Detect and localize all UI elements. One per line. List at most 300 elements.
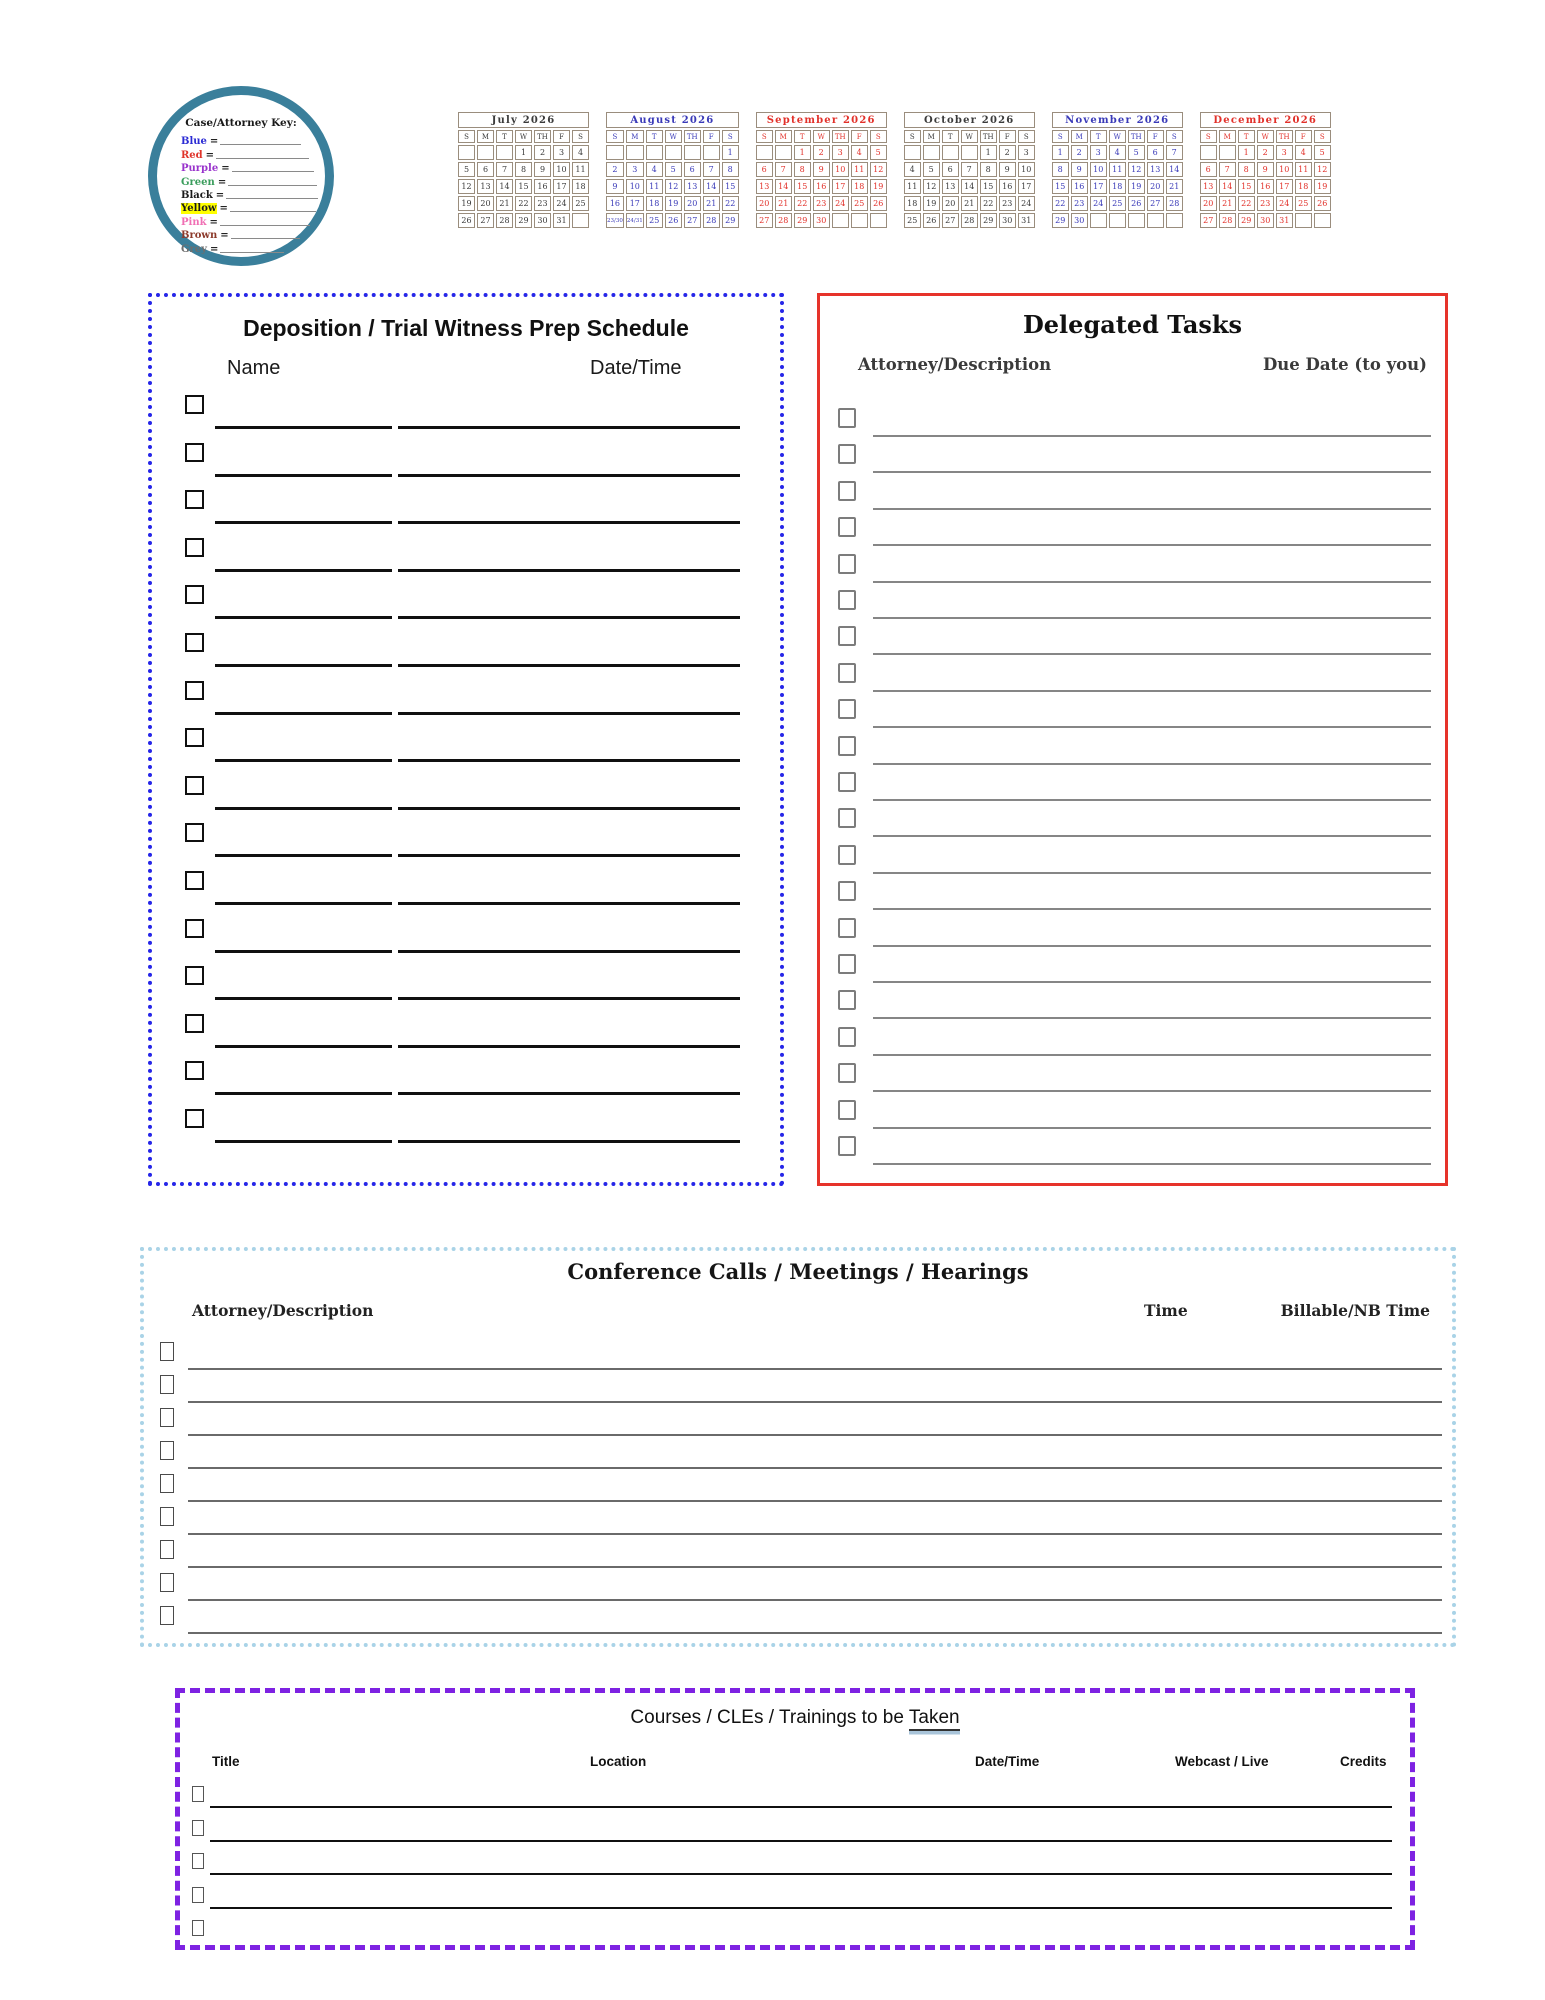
- month-calendar: [1050, 110, 1185, 230]
- conference-time-header: Time: [1144, 1301, 1188, 1320]
- write-in-line: [873, 835, 1431, 837]
- calendar-day-cell: 22: [722, 196, 739, 211]
- calendar-day-cell: 2: [534, 145, 551, 160]
- calendar-day-cell: 16: [606, 196, 624, 211]
- checkbox[interactable]: [160, 1342, 174, 1361]
- conference-attorney-header: Attorney/Description: [192, 1301, 374, 1320]
- equals-sign: =: [220, 230, 229, 242]
- write-in-line: [220, 252, 284, 253]
- calendar-day-cell: 3: [626, 162, 644, 177]
- calendar-day-header: T: [496, 130, 513, 143]
- calendar-day-cell: [904, 145, 921, 160]
- calendar-day-cell: 26: [1314, 196, 1331, 211]
- calendar-day-cell: 19: [870, 179, 887, 194]
- calendar-day-cell: 28: [961, 213, 978, 228]
- calendar-day-cell: [775, 145, 792, 160]
- deposition-section: [148, 293, 784, 1186]
- calendar-day-cell: 31: [1018, 213, 1035, 228]
- checkbox[interactable]: [838, 517, 856, 537]
- equals-sign: =: [205, 149, 215, 161]
- calendar-day-cell: 3: [832, 145, 849, 160]
- write-in-line: [873, 544, 1431, 546]
- calendar-day-cell: 16: [1071, 179, 1088, 194]
- calendar-day-cell: 7: [775, 162, 792, 177]
- write-in-line: [215, 759, 392, 762]
- calendar-day-header: W: [961, 130, 978, 143]
- checkbox[interactable]: [838, 663, 856, 683]
- calendar-day-cell: [626, 145, 644, 160]
- write-in-line: [398, 426, 740, 429]
- delegated-row: [820, 517, 1445, 557]
- calendar-day-cell: 1: [1238, 145, 1255, 160]
- calendar-day-cell: 12: [1128, 162, 1145, 177]
- calendar-day-cell: 11: [904, 179, 921, 194]
- calendar-day-cell: 11: [646, 179, 663, 194]
- deposition-row: [152, 443, 780, 483]
- checkbox[interactable]: [838, 990, 856, 1010]
- checkbox[interactable]: [838, 444, 856, 464]
- calendar-day-cell: [923, 145, 940, 160]
- calendar-day-header: S: [756, 130, 773, 143]
- calendar-day-cell: [458, 145, 475, 160]
- calendar-day-header: TH: [684, 130, 701, 143]
- calendar-day-cell: 24: [1018, 196, 1035, 211]
- calendar-day-header: F: [703, 130, 720, 143]
- checkbox[interactable]: [185, 633, 204, 652]
- calendar-day-cell: 25: [904, 213, 921, 228]
- calendar-day-cell: 26: [458, 213, 475, 228]
- calendar-day-cell: 19: [923, 196, 940, 211]
- calendar-day-header: W: [1109, 130, 1126, 143]
- checkbox[interactable]: [185, 871, 204, 890]
- checkbox[interactable]: [838, 626, 856, 646]
- checkbox[interactable]: [160, 1606, 174, 1625]
- calendar-month-title: July 2026: [458, 112, 589, 128]
- calendar-day-cell: [832, 213, 849, 228]
- checkbox[interactable]: [160, 1408, 174, 1427]
- calendar-day-cell: 31: [553, 213, 570, 228]
- calendar-day-header: S: [606, 130, 624, 143]
- write-in-line: [215, 950, 392, 953]
- conference-row: [144, 1606, 1452, 1646]
- delegated-duedate-header: Due Date (to you): [1263, 355, 1427, 374]
- write-in-line: [215, 521, 392, 524]
- calendar-day-header: S: [458, 130, 475, 143]
- checkbox[interactable]: [185, 538, 204, 557]
- calendar-day-cell: 5: [1314, 145, 1331, 160]
- calendar-day-header: S: [1018, 130, 1035, 143]
- checkbox[interactable]: [160, 1540, 174, 1559]
- calendar-day-cell: 11: [1109, 162, 1126, 177]
- checkbox[interactable]: [192, 1853, 204, 1869]
- calendar-day-cell: 17: [832, 179, 849, 194]
- calendar-day-cell: 23: [1071, 196, 1088, 211]
- calendar-day-cell: 17: [626, 196, 644, 211]
- calendar-day-cell: [1295, 213, 1312, 228]
- checkbox[interactable]: [838, 590, 856, 610]
- deposition-row: [152, 395, 780, 435]
- write-in-line: [232, 171, 314, 172]
- delegated-tasks-section: [817, 293, 1448, 1186]
- calendar-day-cell: 9: [1257, 162, 1274, 177]
- write-in-line: [873, 799, 1431, 801]
- checkbox[interactable]: [838, 881, 856, 901]
- write-in-line: [398, 521, 740, 524]
- calendar-day-cell: [703, 145, 720, 160]
- calendar-day-header: T: [1090, 130, 1107, 143]
- calendar-day-cell: 19: [665, 196, 682, 211]
- checkbox[interactable]: [192, 1786, 204, 1802]
- calendar-day-header: T: [1238, 130, 1255, 143]
- key-item: [181, 241, 284, 254]
- write-in-line: [210, 1840, 1392, 1842]
- write-in-line: [215, 854, 392, 857]
- checkbox[interactable]: [838, 408, 856, 428]
- write-in-line: [210, 1873, 1392, 1875]
- checkbox[interactable]: [160, 1441, 174, 1460]
- calendar-day-cell: 29: [515, 213, 532, 228]
- write-in-line: [188, 1368, 1442, 1370]
- calendar-day-cell: 15: [794, 179, 811, 194]
- checkbox[interactable]: [185, 1014, 204, 1033]
- checkbox[interactable]: [838, 954, 856, 974]
- checkbox[interactable]: [838, 1100, 856, 1120]
- write-in-line: [398, 950, 740, 953]
- checkbox[interactable]: [838, 699, 856, 719]
- write-in-line: [398, 616, 740, 619]
- key-color-label: Grey: [181, 243, 207, 255]
- write-in-line: [873, 945, 1431, 947]
- calendar-day-cell: 9: [606, 179, 624, 194]
- month-calendar: [604, 110, 741, 230]
- calendar-day-cell: 30: [999, 213, 1016, 228]
- calendar-day-header: F: [1147, 130, 1164, 143]
- calendar-day-cell: 23: [1257, 196, 1274, 211]
- calendar-day-cell: [1314, 213, 1331, 228]
- delegated-row: [820, 444, 1445, 484]
- checkbox[interactable]: [185, 443, 204, 462]
- calendar-day-cell: 17: [553, 179, 570, 194]
- write-in-line: [188, 1500, 1442, 1502]
- calendar-day-cell: 28: [775, 213, 792, 228]
- calendar-day-header: S: [1314, 130, 1331, 143]
- write-in-line: [398, 1140, 740, 1143]
- write-in-line: [215, 664, 392, 667]
- checkbox[interactable]: [185, 823, 204, 842]
- write-in-line: [230, 211, 316, 212]
- calendar-day-cell: 12: [458, 179, 475, 194]
- calendar-day-cell: 6: [684, 162, 701, 177]
- calendar-day-header: T: [646, 130, 663, 143]
- calendar-month-title: September 2026: [756, 112, 887, 128]
- calendar-day-cell: 4: [851, 145, 868, 160]
- write-in-line: [873, 508, 1431, 510]
- write-in-line: [228, 185, 317, 186]
- calendar-day-cell: 7: [1219, 162, 1236, 177]
- key-item: [181, 228, 300, 241]
- calendar-day-header: W: [515, 130, 532, 143]
- calendar-day-cell: 14: [1219, 179, 1236, 194]
- write-in-line: [398, 664, 740, 667]
- calendar-day-header: M: [1219, 130, 1236, 143]
- calendar-day-cell: 17: [1276, 179, 1293, 194]
- checkbox[interactable]: [838, 845, 856, 865]
- case-attorney-key-circle: [148, 86, 334, 266]
- calendar-day-cell: 24/31: [626, 213, 644, 228]
- calendar-month-title: November 2026: [1052, 112, 1183, 128]
- calendar-day-header: S: [870, 130, 887, 143]
- calendar-month-title: October 2026: [904, 112, 1035, 128]
- delegated-row: [820, 1027, 1445, 1067]
- calendar-day-cell: 28: [1219, 213, 1236, 228]
- calendar-day-cell: 27: [1200, 213, 1217, 228]
- deposition-row: [152, 776, 780, 816]
- write-in-line: [398, 902, 740, 905]
- key-color-label: Red: [181, 149, 203, 161]
- calendar-day-cell: 4: [646, 162, 663, 177]
- write-in-line: [215, 1092, 392, 1095]
- calendar-day-cell: 4: [904, 162, 921, 177]
- delegated-title: Delegated Tasks: [1022, 310, 1243, 339]
- deposition-title: Deposition / Trial Witness Prep Schedule: [243, 315, 689, 341]
- delegated-row: [820, 626, 1445, 666]
- calendar-day-cell: 3: [1276, 145, 1293, 160]
- write-in-line: [215, 616, 392, 619]
- calendar-day-cell: 21: [1219, 196, 1236, 211]
- delegated-row: [820, 1100, 1445, 1140]
- write-in-line: [398, 569, 740, 572]
- calendar-day-cell: 23: [534, 196, 551, 211]
- checkbox[interactable]: [185, 395, 204, 414]
- write-in-line: [873, 471, 1431, 473]
- calendar-day-cell: 12: [1314, 162, 1331, 177]
- write-in-line: [398, 807, 740, 810]
- calendar-day-cell: 11: [851, 162, 868, 177]
- calendar-day-cell: 24: [553, 196, 570, 211]
- calendar-day-cell: 11: [1295, 162, 1312, 177]
- checkbox[interactable]: [185, 966, 204, 985]
- deposition-row: [152, 871, 780, 911]
- calendar-day-cell: 26: [870, 196, 887, 211]
- write-in-line: [216, 158, 309, 159]
- calendar-day-cell: 30: [1071, 213, 1088, 228]
- calendar-day-cell: 28: [1166, 196, 1183, 211]
- checkbox[interactable]: [838, 772, 856, 792]
- write-in-line: [873, 1054, 1431, 1056]
- calendar-day-cell: 10: [553, 162, 570, 177]
- calendar-day-header: F: [1295, 130, 1312, 143]
- calendar-day-cell: [1219, 145, 1236, 160]
- calendar-day-cell: 10: [626, 179, 644, 194]
- checkbox[interactable]: [838, 736, 856, 756]
- checkbox[interactable]: [160, 1474, 174, 1493]
- courses-title: [180, 1707, 1410, 1729]
- calendar-day-header: W: [1257, 130, 1274, 143]
- calendar-day-cell: 5: [458, 162, 475, 177]
- checkbox[interactable]: [185, 728, 204, 747]
- key-item: [181, 174, 317, 187]
- key-item: [181, 161, 314, 174]
- write-in-line: [873, 690, 1431, 692]
- calendar-day-header: T: [794, 130, 811, 143]
- deposition-row: [152, 538, 780, 578]
- checkbox[interactable]: [192, 1920, 204, 1936]
- checkbox[interactable]: [192, 1820, 204, 1836]
- calendar-day-cell: 30: [1257, 213, 1274, 228]
- calendar-day-cell: 5: [1128, 145, 1145, 160]
- write-in-line: [215, 1140, 392, 1143]
- equals-sign: =: [209, 216, 218, 228]
- calendar-day-cell: 10: [1276, 162, 1293, 177]
- calendar-day-cell: 18: [646, 196, 663, 211]
- courses-column-header: Credits: [1340, 1754, 1387, 1769]
- calendar-day-cell: 12: [923, 179, 940, 194]
- checkbox[interactable]: [185, 1109, 204, 1128]
- calendar-day-cell: [572, 213, 589, 228]
- courses-column-header: Location: [590, 1754, 647, 1769]
- delegated-row: [820, 954, 1445, 994]
- checkbox[interactable]: [185, 1061, 204, 1080]
- write-in-line: [210, 1806, 1392, 1808]
- calendar-day-cell: 18: [1109, 179, 1126, 194]
- key-item: [181, 214, 310, 227]
- checkbox[interactable]: [192, 1887, 204, 1903]
- delegated-row: [820, 918, 1445, 958]
- calendar-day-cell: [1147, 213, 1164, 228]
- calendar-day-cell: 15: [980, 179, 997, 194]
- calendar-day-cell: 27: [756, 213, 773, 228]
- calendar-day-cell: 29: [1238, 213, 1255, 228]
- courses-section: [175, 1688, 1415, 1950]
- equals-sign: =: [221, 163, 230, 175]
- equals-sign: =: [217, 176, 227, 188]
- calendar-day-cell: 5: [870, 145, 887, 160]
- course-row: [180, 1920, 1410, 1960]
- write-in-line: [873, 872, 1431, 874]
- calendar-day-cell: 16: [1257, 179, 1274, 194]
- checkbox[interactable]: [838, 808, 856, 828]
- calendar-day-header: S: [1166, 130, 1183, 143]
- calendar-day-cell: 8: [515, 162, 532, 177]
- calendar-day-cell: 14: [961, 179, 978, 194]
- calendar-day-cell: 10: [832, 162, 849, 177]
- calendar-day-cell: 8: [980, 162, 997, 177]
- equals-sign: =: [209, 243, 219, 255]
- calendar-day-cell: 8: [1238, 162, 1255, 177]
- courses-column-header: Webcast / Live: [1175, 1754, 1269, 1769]
- calendar-day-cell: 22: [980, 196, 997, 211]
- deposition-row: [152, 490, 780, 530]
- checkbox[interactable]: [838, 554, 856, 574]
- calendar-day-cell: 14: [775, 179, 792, 194]
- delegated-row: [820, 1136, 1445, 1176]
- calendar-day-cell: 1: [794, 145, 811, 160]
- calendar-day-cell: 26: [665, 213, 682, 228]
- calendar-day-cell: 8: [722, 162, 739, 177]
- delegated-row: [820, 699, 1445, 739]
- write-in-line: [873, 435, 1431, 437]
- deposition-datetime-header: Date/Time: [590, 357, 682, 379]
- checkbox[interactable]: [838, 481, 856, 501]
- checkbox[interactable]: [160, 1507, 174, 1526]
- write-in-line: [873, 908, 1431, 910]
- calendar-month-title: August 2026: [606, 112, 739, 128]
- calendar-day-cell: 5: [665, 162, 682, 177]
- write-in-line: [215, 1045, 392, 1048]
- deposition-row: [152, 1014, 780, 1054]
- calendar-day-cell: 21: [775, 196, 792, 211]
- checkbox[interactable]: [838, 1063, 856, 1083]
- calendar-day-cell: 25: [851, 196, 868, 211]
- calendar-day-cell: 26: [1128, 196, 1145, 211]
- write-in-line: [873, 581, 1431, 583]
- write-in-line: [220, 144, 301, 145]
- calendar-day-cell: 24: [832, 196, 849, 211]
- checkbox[interactable]: [185, 919, 204, 938]
- calendar-day-header: F: [851, 130, 868, 143]
- calendar-day-cell: 13: [942, 179, 959, 194]
- key-item: [181, 147, 309, 160]
- deposition-row: [152, 919, 780, 959]
- calendar-day-header: S: [904, 130, 921, 143]
- calendar-day-cell: 12: [870, 162, 887, 177]
- write-in-line: [188, 1401, 1442, 1403]
- write-in-line: [398, 712, 740, 715]
- delegated-row: [820, 881, 1445, 921]
- checkbox[interactable]: [185, 776, 204, 795]
- calendar-day-cell: 1: [1052, 145, 1069, 160]
- calendar-day-cell: [870, 213, 887, 228]
- calendar-day-header: TH: [980, 130, 997, 143]
- calendar-day-cell: 13: [1200, 179, 1217, 194]
- key-color-label: Blue: [181, 136, 207, 148]
- checkbox[interactable]: [160, 1573, 174, 1592]
- checkbox[interactable]: [838, 1136, 856, 1156]
- checkbox[interactable]: [838, 1027, 856, 1047]
- checkbox[interactable]: [160, 1375, 174, 1394]
- calendar-day-cell: 24: [1090, 196, 1107, 211]
- calendar-day-cell: 25: [1109, 196, 1126, 211]
- calendar-day-cell: 30: [813, 213, 830, 228]
- deposition-row: [152, 681, 780, 721]
- checkbox[interactable]: [185, 681, 204, 700]
- calendar-day-cell: 1: [515, 145, 532, 160]
- calendar-day-cell: 6: [477, 162, 494, 177]
- calendar-day-header: TH: [1276, 130, 1293, 143]
- calendar-day-header: TH: [1128, 130, 1145, 143]
- calendar-day-cell: 14: [496, 179, 513, 194]
- calendar-day-cell: 21: [961, 196, 978, 211]
- key-color-label: Black: [181, 189, 213, 201]
- delegated-row: [820, 808, 1445, 848]
- calendar-day-cell: 28: [703, 213, 720, 228]
- calendar-day-cell: 11: [572, 162, 589, 177]
- write-in-line: [398, 1045, 740, 1048]
- calendar-day-cell: 3: [553, 145, 570, 160]
- checkbox[interactable]: [185, 585, 204, 604]
- calendar-day-cell: 7: [496, 162, 513, 177]
- write-in-line: [873, 617, 1431, 619]
- calendar-day-cell: 20: [756, 196, 773, 211]
- checkbox[interactable]: [185, 490, 204, 509]
- deposition-row: [152, 633, 780, 673]
- calendar-day-cell: 6: [1147, 145, 1164, 160]
- checkbox[interactable]: [838, 918, 856, 938]
- calendar-month-title: December 2026: [1200, 112, 1331, 128]
- calendar-day-cell: 23: [999, 196, 1016, 211]
- key-item: [181, 134, 301, 147]
- write-in-line: [188, 1566, 1442, 1568]
